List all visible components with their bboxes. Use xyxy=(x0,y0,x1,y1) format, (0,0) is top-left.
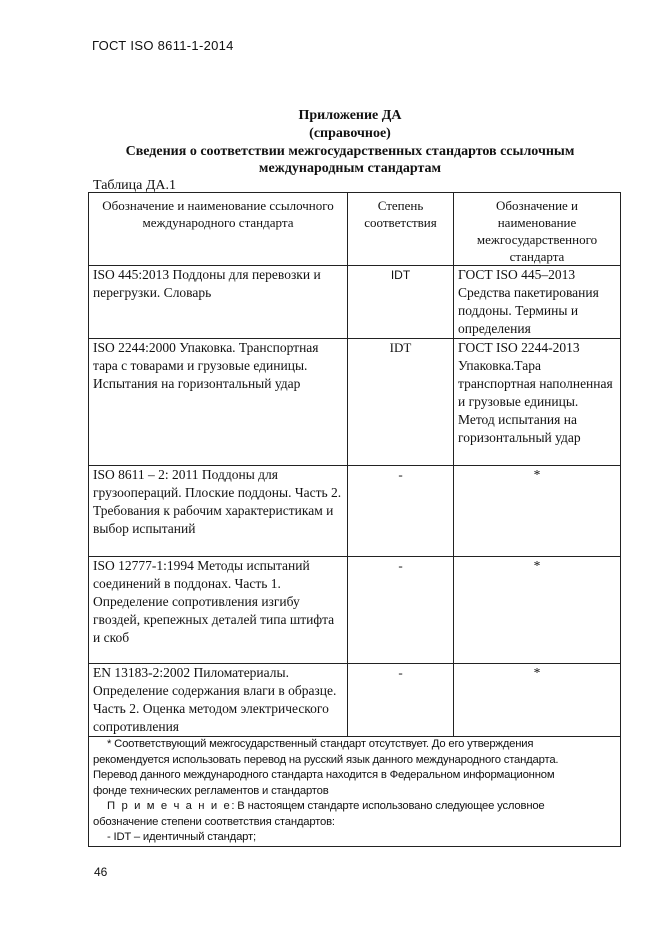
degree-cell: - xyxy=(348,557,454,664)
header-reference-standard: Обозначение и наименование ссылочного международного стандарта xyxy=(89,193,348,266)
appendix-subtitle: (справочное) xyxy=(309,126,391,141)
footnote-line: обозначение степени соответствия стандартов: xyxy=(93,815,335,828)
footnote-line: фонде технических регламентов и стандартов xyxy=(93,784,329,797)
degree-cell: IDT xyxy=(348,339,454,466)
reference-standard-cell: EN 13183-2:2002 Пиломатериалы. Определение содержания влаги в образце. Часть 2. Оценка методом электрического сопротивления xyxy=(89,664,348,737)
table-row xyxy=(89,557,621,664)
degree-cell: - xyxy=(348,466,454,557)
degree-cell: - xyxy=(348,664,454,737)
reference-standard-cell: ISO 445:2013 Поддоны для перевозки и перегрузки. Словарь xyxy=(89,266,348,339)
table-row xyxy=(89,266,621,339)
footnote-line: - IDT – идентичный стандарт; xyxy=(107,831,256,843)
note-label: П р и м е ч а н и е xyxy=(107,800,232,812)
interstate-standard-cell: ГОСТ ISO 445–2013 Средства пакетирования поддоны. Термины и определения xyxy=(454,266,621,339)
degree-cell: IDT xyxy=(348,266,454,339)
appendix-title: Приложение ДА xyxy=(298,108,402,123)
note-line xyxy=(93,799,616,815)
standards-table xyxy=(88,192,621,847)
table-row xyxy=(89,339,621,466)
interstate-standard-cell: * xyxy=(454,466,621,557)
page-number: 46 xyxy=(94,865,108,879)
appendix-heading-line1: Сведения о соответствии межгосударственных стандартов ссылочным xyxy=(125,144,575,159)
header-interstate-standard: Обозначение и наименование межгосударственного стандарта xyxy=(454,193,621,266)
appendix-heading-line2: международным стандартам xyxy=(258,161,442,176)
reference-standard-cell: ISO 8611 – 2: 2011 Поддоны для грузоопераций. Плоские поддоны. Часть 2. Требования к рабочим характеристикам и выбор испытаний xyxy=(89,466,348,557)
reference-standard-cell: ISO 2244:2000 Упаковка. Транспортная тара с товарами и грузовые единицы. Испытания на горизонтальный удар xyxy=(89,339,348,466)
table-footnote xyxy=(89,737,621,847)
footnote-row xyxy=(89,737,621,847)
footnote-line: рекомендуется использовать перевод на русский язык данного международного стандарта. xyxy=(93,753,559,766)
header-degree: Степень соответствия xyxy=(348,193,454,266)
footnote-line: * Соответствующий межгосударственный стандарт отсутствует. До его утверждения xyxy=(107,738,534,750)
table-row xyxy=(89,466,621,557)
table-row xyxy=(89,664,621,737)
interstate-standard-cell: ГОСТ ISO 2244-2013 Упаковка.Тара транспортная наполненная и грузовые единицы. Метод испытания на горизонтальный удар xyxy=(454,339,621,466)
note-text: : В настоящем стандарте использовано следующее условное xyxy=(231,800,545,812)
reference-standard-cell: ISO 12777-1:1994 Методы испытаний соединений в поддонах. Часть 1. Определение сопротивления изгибу гвоздей, крепежных деталей типа штифта и скоб xyxy=(89,557,348,664)
table-header-row xyxy=(89,193,621,266)
appendix-heading xyxy=(90,143,610,177)
document-header: ГОСТ ISO 8611-1-2014 xyxy=(92,38,234,53)
interstate-standard-cell: * xyxy=(454,557,621,664)
interstate-standard-cell: * xyxy=(454,664,621,737)
table-caption: Таблица ДА.1 xyxy=(93,178,177,193)
footnote-line: Перевод данного международного стандарта находится в Федеральном информационном xyxy=(93,769,555,781)
